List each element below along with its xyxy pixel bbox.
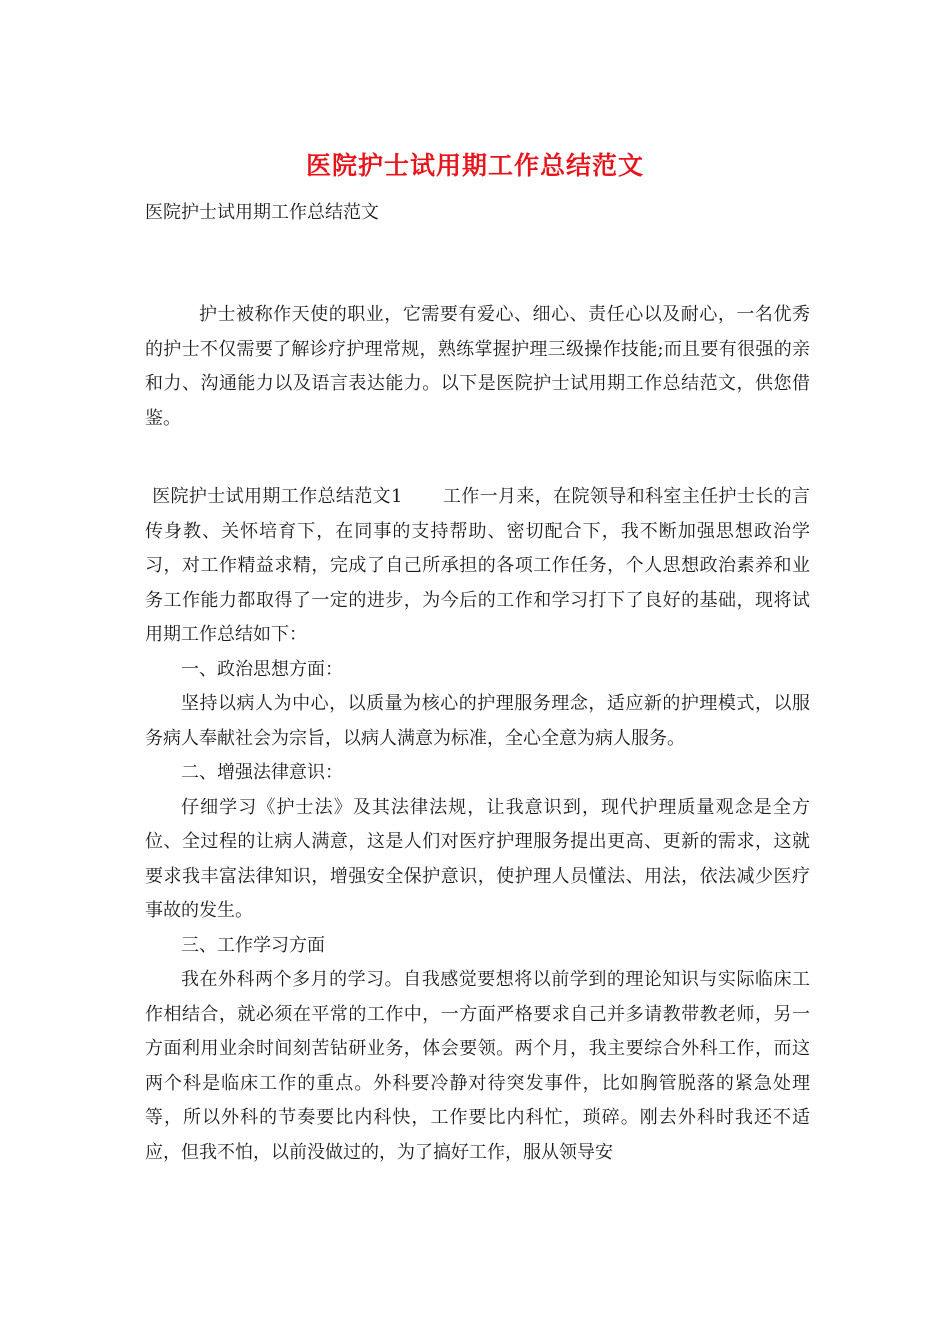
paragraph-politics: 坚持以病人为中心，以质量为核心的护理服务理念，适应新的护理模式，以服务病人奉献社会为宗旨，以病人满意为标准，全心全意为病人服务。 (145, 693, 810, 749)
document-subtitle: 医院护士试用期工作总结范文 (145, 202, 379, 223)
paragraph-law: 仔细学习《护士法》及其法律法规，让我意识到，现代护理质量观念是全方位、全过程的让病人满意，这是人们对医疗护理服务提出更高、更新的需求，这就要求我丰富法律知识，增强安全保护意识，使护理人员懂法、用法，依法减少医疗事故的发生。 (145, 796, 810, 921)
document-body (145, 298, 810, 1170)
section1-heading: 医院护士试用期工作总结范文1 (152, 486, 403, 507)
document-title: 医院护士试用期工作总结范文 (305, 151, 644, 180)
section1-paragraph (145, 480, 810, 653)
heading-study: 三、工作学习方面 (181, 934, 325, 956)
heading-politics: 一、政治思想方面： (181, 658, 343, 680)
paragraph-study: 我在外科两个多月的学习。自我感觉要想将以前学到的理论知识与实际临床工作相结合，就必须在平常的工作中，一方面严格要求自己并多请教带教老师，另一方面利用业余时间刻苦钻研业务，体会要领。两个月，我主要综合外科工作，而这两个科是临床工作的重点。外科要冷静对待突发事件，比如胸管脱落的紧急处理等，所以外科的节奏要比内科快，工作要比内科忙，琐碎。刚去外科时我还不适应，但我不怕，以前没做过的，为了搞好工作，服从领导安 (145, 969, 810, 1163)
intro-paragraph: 护士被称作天使的职业，它需要有爱心、细心、责任心以及耐心，一名优秀的护士不仅需要了解诊疗护理常规，熟练掌握护理三级操作技能;而且要有很强的亲和力、沟通能力以及语言表达能力。以下是医院护士试用期工作总结范文，供您借鉴。 (145, 304, 810, 429)
section1-opening: 工作一月来，在院领导和科室主任护士长的言传身教、关怀培育下，在同事的支持帮助、密切配合下，我不断加强思想政治学习，对工作精益求精，完成了自己所承担的各项工作任务，个人思想政治素养和业务工作能力都取得了一定的进步，为今后的工作和学习打下了良好的基础，现将试用期工作总结如下： (145, 486, 811, 645)
heading-law: 二、增强法律意识： (181, 762, 343, 783)
